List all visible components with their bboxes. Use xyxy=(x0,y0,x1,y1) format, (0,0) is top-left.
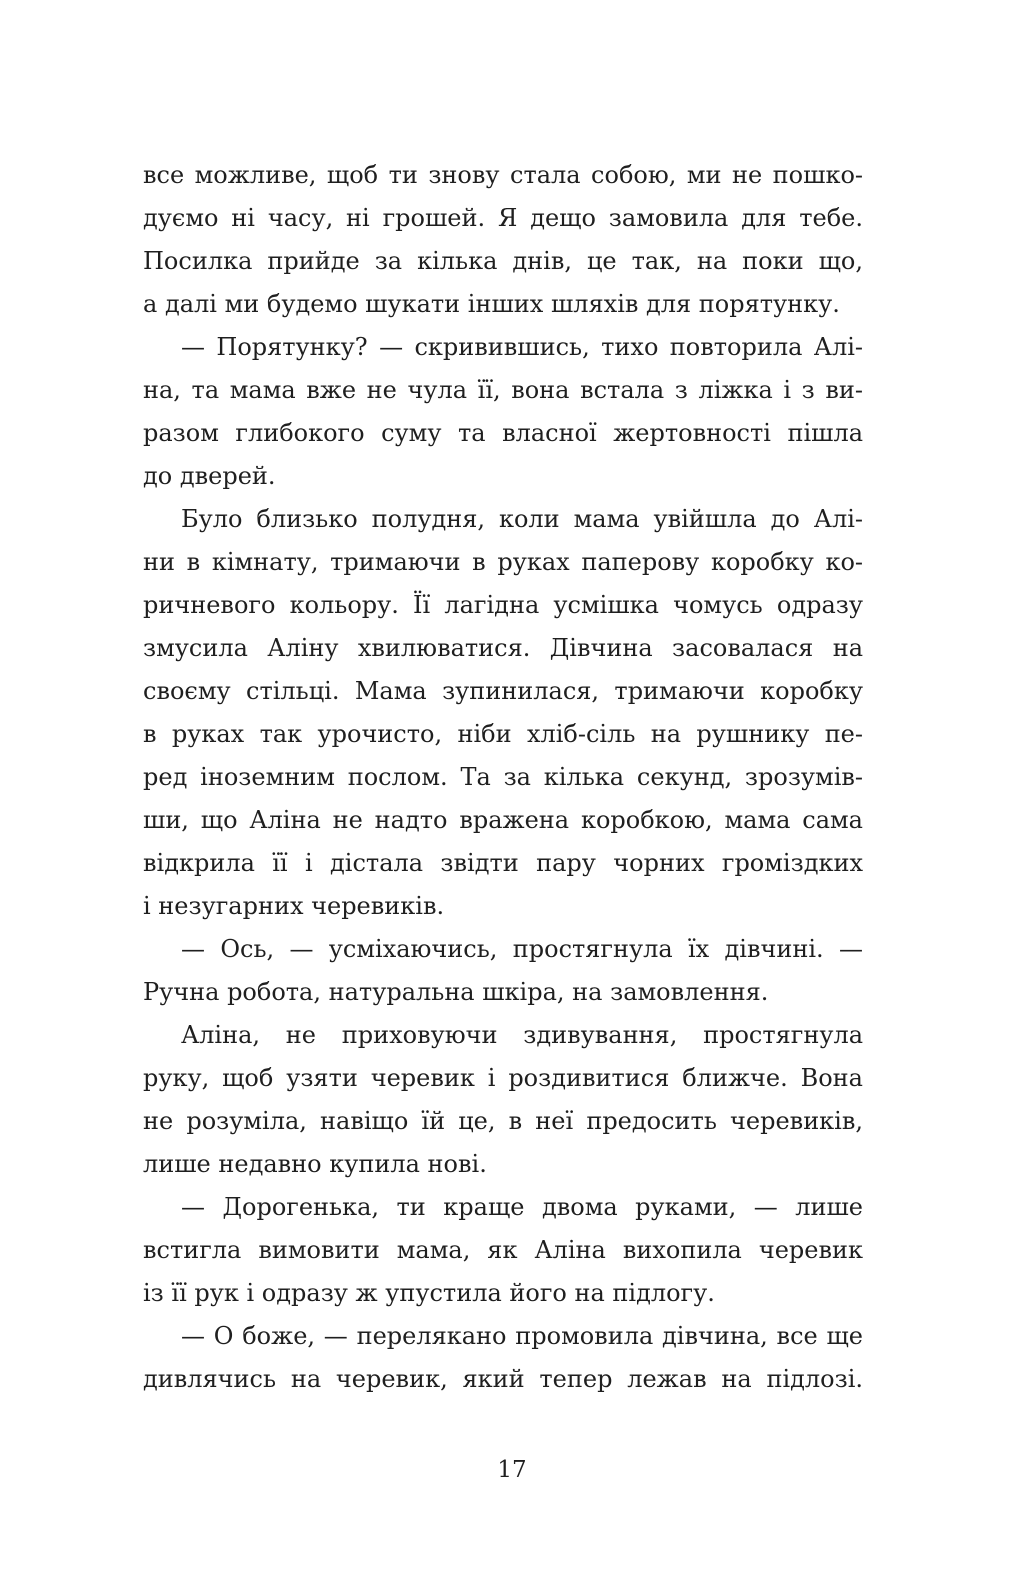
text-line: до дверей. xyxy=(143,462,276,490)
text-line: дивлячись на черевик, який тепер лежав на підлозі. xyxy=(143,1365,863,1393)
text-line: руку, щоб узяти черевик і роздивитися ближче. Вона xyxy=(143,1064,863,1092)
text-line: лише недавно купила нові. xyxy=(143,1150,487,1178)
text-line: змусила Аліну хвилюватися. Дівчина засовалася на xyxy=(143,634,863,662)
text-line: ричневого кольору. Її лагідна усмішка чомусь одразу xyxy=(143,591,863,619)
text-line: Посилка прийде за кілька днів, це так, на поки що, xyxy=(143,247,863,275)
text-line: не розуміла, навіщо їй це, в неї предосить черевиків, xyxy=(143,1107,863,1135)
text-line: все можливе, щоб ти знову стала собою, ми не пошко- xyxy=(143,161,863,189)
text-line: в руках так урочисто, ніби хліб-сіль на рушнику пе- xyxy=(143,720,863,748)
text-line: — Дорогенька, ти краще двома руками, — лише xyxy=(181,1193,863,1221)
text-line: на, та мама вже не чула її, вона встала з ліжка і з ви- xyxy=(143,376,863,404)
text-line: ни в кімнату, тримаючи в руках паперову коробку ко- xyxy=(143,548,863,576)
text-line: — Ось, — усміхаючись, простягнула їх дівчині. — xyxy=(181,935,863,963)
text-line: Було близько полудня, коли мама увійшла до Алі- xyxy=(181,505,863,533)
page-number: 17 xyxy=(497,1457,527,1483)
body-text xyxy=(143,154,863,1401)
text-line: встигла вимовити мама, як Аліна вихопила черевик xyxy=(143,1236,863,1264)
text-line: разом глибокого суму та власної жертовності пішла xyxy=(143,419,863,447)
text-line: — Порятунку? — скривившись, тихо повторила Алі- xyxy=(181,333,863,361)
text-line: і незугарних черевиків. xyxy=(143,892,445,920)
text-line: із її рук і одразу ж упустила його на підлогу. xyxy=(143,1279,715,1307)
text-line: ред іноземним послом. Та за кілька секунд, зрозумів- xyxy=(143,763,863,791)
text-line: — О боже, — перелякано промовила дівчина, все ще xyxy=(181,1322,863,1350)
text-line: відкрила її і дістала звідти пару чорних громіздких xyxy=(143,849,863,877)
text-line: Аліна, не приховуючи здивування, простягнула xyxy=(181,1021,863,1049)
text-line: ши, що Аліна не надто вражена коробкою, мама сама xyxy=(143,806,863,834)
text-line: Ручна робота, натуральна шкіра, на замовлення. xyxy=(143,978,769,1006)
text-line: а далі ми будемо шукати інших шляхів для порятунку. xyxy=(143,290,840,318)
text-line: дуємо ні часу, ні грошей. Я дещо замовила для тебе. xyxy=(143,204,863,232)
text-line: своєму стільці. Мама зупинилася, тримаючи коробку xyxy=(143,677,863,705)
